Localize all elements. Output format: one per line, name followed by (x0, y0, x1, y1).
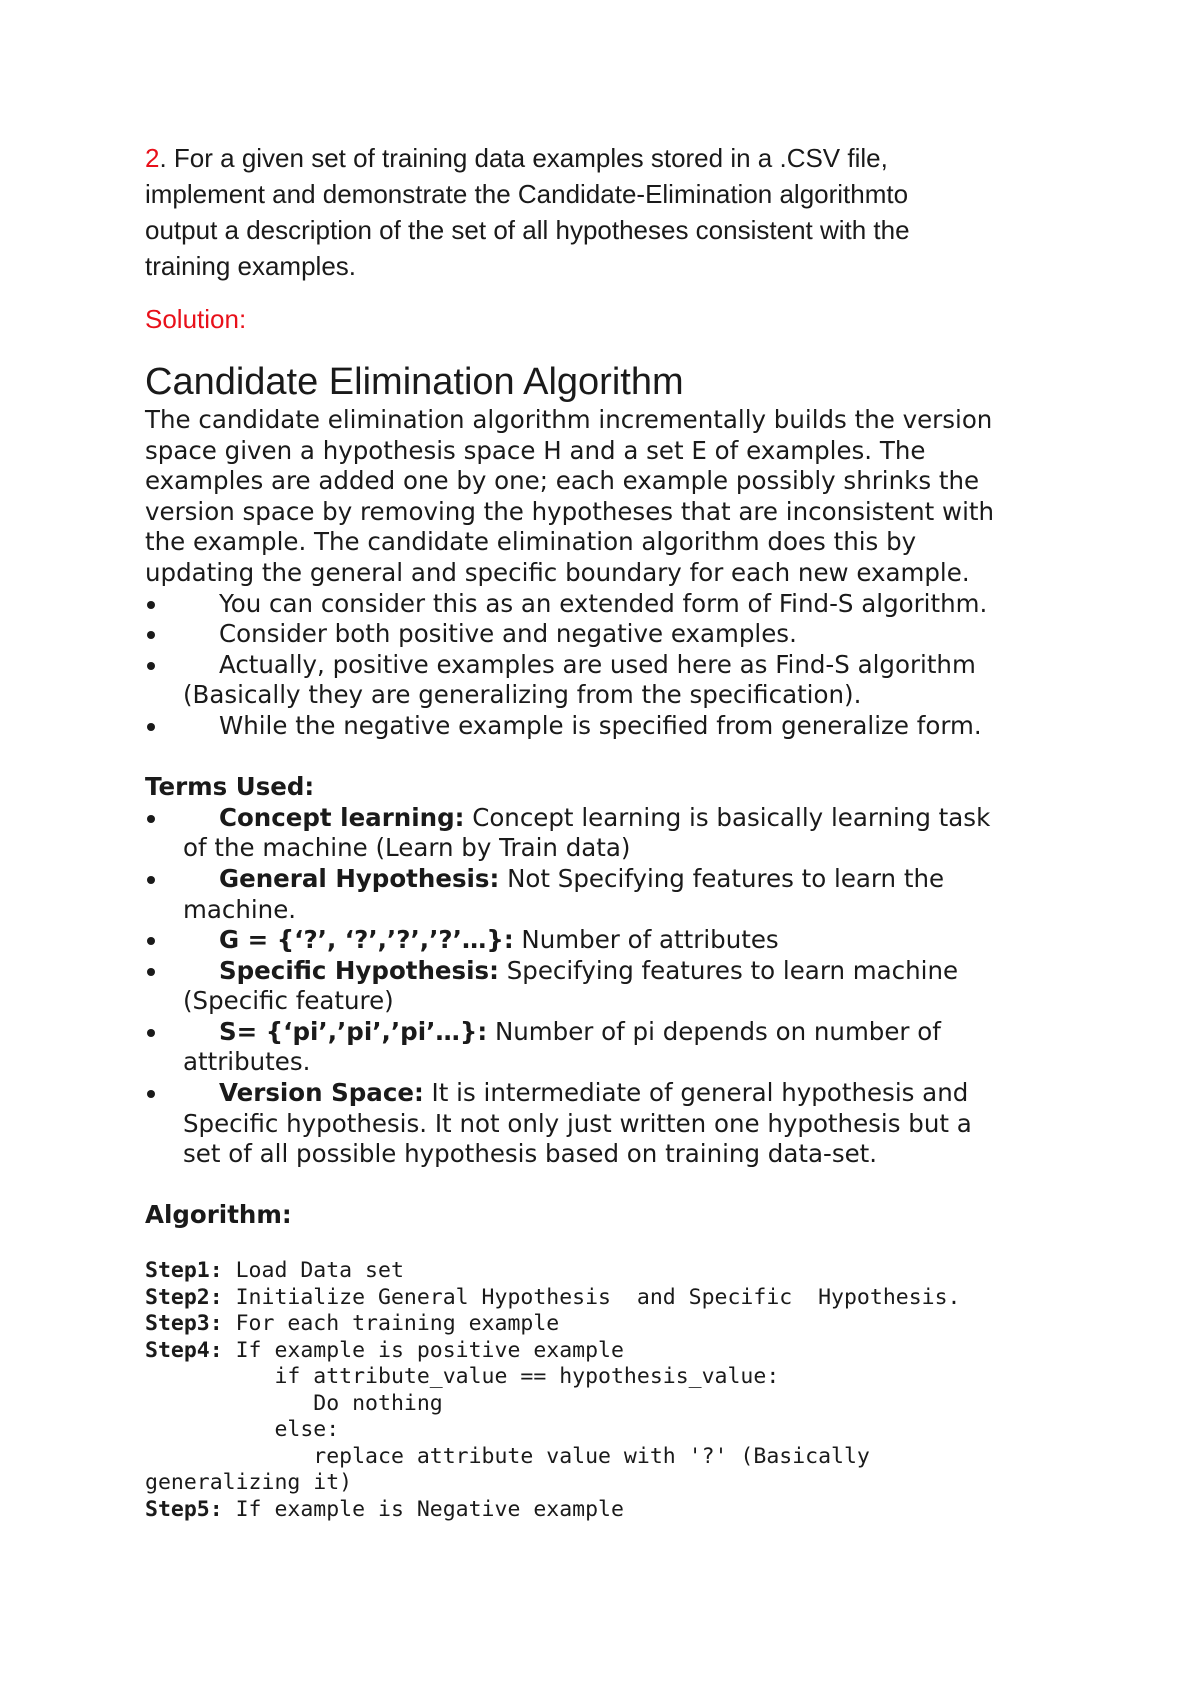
term-item (145, 1017, 1075, 1078)
term-item (145, 956, 1075, 1017)
bullet-continuation: (Basically they are generalizing from the specification). (183, 680, 862, 710)
step-label: Step4: (145, 1337, 223, 1363)
list-item (145, 711, 1075, 742)
term-label: Concept learning: (219, 802, 465, 832)
term-label: Version Space: (219, 1078, 424, 1108)
term-first-line (183, 864, 1075, 895)
list-item (145, 650, 1075, 711)
code-text: For each training example (222, 1311, 560, 1337)
step-label: Step5: (145, 1496, 223, 1522)
question-number: 2 (145, 143, 160, 173)
bullet-text: While the negative example is specified from generalize form. (219, 710, 982, 740)
question-line: output a description of the set of all hypotheses consistent with the (145, 215, 910, 245)
intro-line: space given a hypothesis space H and a set E of examples. The (145, 435, 926, 465)
solution-label: Solution: (145, 304, 247, 334)
code-line (145, 1497, 1075, 1524)
code-line (145, 1444, 1075, 1471)
code-line (145, 1391, 1075, 1418)
code-text: generalizing it) (145, 1470, 353, 1496)
intro-line: the example. The candidate elimination algorithm does this by (145, 527, 917, 557)
code-text: else: (145, 1417, 340, 1443)
term-label: G = {‘?’, ‘?’,’?’,’?’…}: (219, 925, 514, 955)
term-continuation: set of all possible hypothesis based on training data-set. (183, 1139, 878, 1169)
code-text: Load Data set (222, 1258, 404, 1284)
term-label: Specific Hypothesis: (219, 955, 499, 985)
code-line (145, 1338, 1075, 1365)
term-continuation: attributes. (183, 1047, 311, 1077)
terms-bullet-list (145, 803, 1075, 1170)
bullet-text: Actually, positive examples are used here as Find-S algorithm (219, 649, 976, 679)
term-definition: Specifying features to learn machine (498, 955, 959, 985)
term-continuation: of the machine (Learn by Train data) (183, 833, 631, 863)
code-text: Do nothing (145, 1390, 443, 1416)
code-line (145, 1258, 1075, 1285)
list-item (145, 619, 1075, 650)
term-item (145, 1078, 1075, 1170)
question-block (145, 140, 1075, 284)
spacer (145, 1231, 1075, 1258)
step-label: Step3: (145, 1311, 223, 1337)
question-line: implement and demonstrate the Candidate-Elimination algorithmto (145, 179, 909, 209)
step-label: Step1: (145, 1258, 223, 1284)
term-item (145, 864, 1075, 925)
term-label: S= {‘pi’,’pi’,’pi’…}: (219, 1016, 488, 1046)
term-first-line (183, 1078, 1075, 1109)
term-continuation: (Specific feature) (183, 986, 394, 1016)
term-continuation: machine. (183, 894, 297, 924)
terms-title: Terms Used: (145, 772, 315, 802)
code-line (145, 1470, 1075, 1497)
term-definition: Number of pi depends on number of (487, 1016, 941, 1046)
term-first-line (183, 956, 1075, 987)
intro-line: The candidate elimination algorithm incrementally builds the version (145, 405, 993, 434)
term-continuation: Specific hypothesis. It not only just written one hypothesis but a (183, 1108, 972, 1138)
intro-bullet-list (145, 589, 1075, 742)
term-label: General Hypothesis: (219, 863, 500, 893)
section-heading: Candidate Elimination Algorithm (145, 361, 684, 403)
code-text: If example is Negative example (222, 1496, 624, 1522)
bullet-text: You can consider this as an extended form of Find-S algorithm. (219, 588, 988, 618)
intro-line: examples are added one by one; each example possibly shrinks the (145, 466, 980, 496)
question-line: 2. For a given set of training data examples stored in a .CSV file, (145, 143, 888, 173)
step-label: Step2: (145, 1284, 223, 1310)
term-item (145, 925, 1075, 956)
intro-paragraph (145, 405, 1075, 589)
algorithm-title: Algorithm: (145, 1200, 292, 1230)
term-definition: Concept learning is basically learning task (464, 802, 991, 832)
code-line (145, 1417, 1075, 1444)
code-line (145, 1311, 1075, 1338)
code-text: If example is positive example (222, 1337, 624, 1363)
term-definition: Number of attributes (513, 925, 779, 955)
code-text: if attribute_value == hypothesis_value: (145, 1364, 780, 1390)
term-first-line (183, 1017, 1075, 1048)
code-line (145, 1364, 1075, 1391)
algorithm-code-block (145, 1258, 1075, 1523)
term-definition: Not Specifying features to learn the (499, 863, 945, 893)
term-first-line (183, 925, 1075, 956)
term-item (145, 803, 1075, 864)
intro-line: version space by removing the hypotheses that are inconsistent with (145, 496, 995, 526)
spacer (145, 1170, 1075, 1201)
code-text: replace attribute value with '?' (Basically (145, 1443, 870, 1469)
code-text: Initialize General Hypothesis and Specific Hypothesis. (222, 1284, 961, 1310)
term-definition: It is intermediate of general hypothesis and (423, 1078, 969, 1108)
bullet-text: Consider both positive and negative examples. (219, 619, 797, 649)
spacer (145, 742, 1075, 773)
code-line (145, 1285, 1075, 1312)
intro-line: updating the general and specific boundary for each new example. (145, 557, 970, 587)
question-line: training examples. (145, 251, 356, 281)
document-content (145, 140, 1075, 1523)
list-item (145, 589, 1075, 620)
term-first-line (183, 803, 1075, 834)
